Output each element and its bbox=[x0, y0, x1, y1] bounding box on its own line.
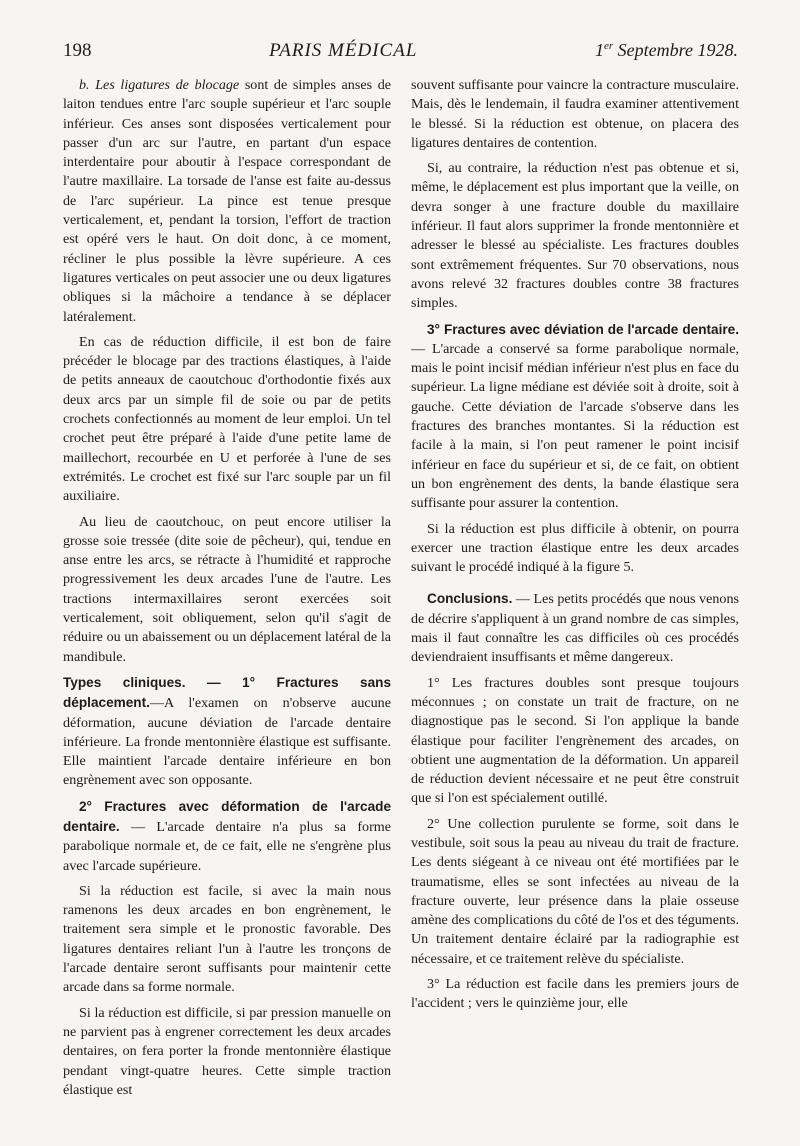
conclusion-point-3: 3° La réduction est facile dans les premiers jours de l'accident ; vers le quinzième jour, elle bbox=[411, 976, 739, 1012]
section-deviation: 3° Fractures avec déviation de l'arcade dentaire. — L'arcade a conservé sa forme parabolique normale, mais le point incisif médian inférieur n'est plus en face du supérieur. La ligne médiane est déviée soit à droite, soit à gauche. Cette déviation de l'arcade s'observe dans les fractures des branches montantes. Si la réduction est facile à la main, si l'on peut ramener le point incisif inférieur en face du supérieur et si, de ce fait, on obtient un bon engrènement des dents, la bande élastique sera suffisante pour assurer la contention. bbox=[411, 321, 739, 512]
paragraph-figure-5: Si la réduction est plus difficile à obtenir, on pourra exercer une traction élastique entre les deux arcades suivant le procédé indiqué à la figure 5. bbox=[411, 520, 739, 576]
section-deformation: 2° Fractures avec déformation de l'arcade dentaire. — L'arcade dentaire n'a plus sa forme parabolique normale et, de ce fait, elle ne s'engrène plus avec l'arcade supérieure. bbox=[63, 798, 391, 874]
conclusion-point-2: 2° Une collection purulente se forme, soit dans le vestibule, soit sous la peau au niveau du trait de fracture. Les dents siégeant à ce niveau ont été mortifiées par le traumatisme, elles se sont infectées au niveau de la fracture ouverte, leur présence dans la plaie osseuse amène des complications du côté de l'os et des téguments. Un traitement dentaire éclairé par la radiographie est nécessaire, et ce traitement relève du spécialiste. bbox=[411, 815, 739, 967]
paragraph-caoutchouc: Au lieu de caoutchouc, on peut encore utiliser la grosse soie tressée (dite soie de pêcheur), qui, tendue en anse entre les arcs, se rétracte à l'humidité et rapproche progressivement les deux arcades l'une de l'autre. Les tractions intermaxillaires seront exercées soit verticalement, soit obliquement, selon qu'il s'agit de réduire ou un abaissement ou un déplacement latéral de la mandibule. bbox=[63, 513, 391, 665]
page-number: 198 bbox=[63, 40, 92, 61]
section-conclusions: Conclusions. — Les petits procédés que nous venons de décrire s'appliquent à un grand nombre de cas simples, mais il faut connaître les cas difficiles où ces procédés deviendraient insuffisants et même dangereux. bbox=[411, 591, 739, 666]
journal-title: PARIS MÉDICAL bbox=[269, 40, 418, 61]
conclusion-point-1: 1° Les fractures doubles sont presque toujours méconnues ; on constate un trait de fracture, on ne diagnostique pas le second. Si l'on applique la bande élastique pour faciliter l'engrènement des arcades, on obtient une augmentation de la déformation. Un appareil de réduction devient nécessaire et ne peut être construit que si l'on est spécialement outillé. bbox=[411, 674, 739, 807]
paragraph-fracture-double: Si, au contraire, la réduction n'est pas obtenue et si, même, le déplacement est plus important que la veille, on devra songer à une fracture double du maxillaire inférieur. Il faut alors supprimer la fronde mentonnière et adresser le blessé au spécialiste. Les fractures doubles sont extrêmement fréquentes. Sur 70 observations, nous avons relevé 32 fractures doubles contre 38 fractures simples. bbox=[411, 160, 739, 312]
issue-date: 1er Septembre 1928. bbox=[595, 40, 738, 60]
page-header bbox=[63, 40, 738, 66]
left-column bbox=[63, 76, 391, 1136]
right-column bbox=[411, 76, 739, 1136]
paragraph-reduction-difficile-2: Si la réduction est difficile, si par pression manuelle on ne parvient pas à engrener correctement les deux arcades dentaires, on fera porter la fronde mentonnière élastique pendant vingt-quatre heures. Cette simple traction élastique est bbox=[63, 1004, 391, 1098]
paragraph-reduction-difficile: En cas de réduction difficile, il est bon de faire précéder le blocage par des tractions élastiques, à l'aide de petits anneaux de caoutchouc d'orthodontie fixés aux deux arcs par un simple fil de soie ou par de petits crochets confectionnés au moment de leur emploi. Un tel crochet peut être préparé à l'aide d'une petite lame de maillechort, recourbée en U et perforée à l'une de ses extrémités. Le crochet est fixé sur l'arc souple par un fil auxiliaire. bbox=[63, 333, 391, 505]
paragraph-suite: souvent suffisante pour vaincre la contracture musculaire. Mais, dès le lendemain, il faudra examiner attentivement le blessé. Si la réduction est obtenue, on placera des ligatures dentaires de contention. bbox=[411, 77, 739, 151]
paragraph-ligatures: b. Les ligatures de blocage sont de simples anses de laiton tendues entre l'arc souple supérieur et l'arc souple inférieur. Ces anses sont disposées verticalement pour passer d'un arc sur l'autre, en partant d'un espace interdentaire pour aboutir à l'espace correspondant de l'autre maxillaire. La torsade de l'anse est faite au-dessus de l'arc supérieur. La pince est tenue presque verticalement, et, pendant la torsion, l'effort de traction est opéré vers le haut. On doit donc, à ce moment, récliner le plus possible la lèvre supérieure. A ces ligatures verticales on peut associer une ou deux ligatures obliques si la mâchoire a tendance à se déplacer latéralement. bbox=[63, 77, 392, 325]
section-types-cliniques: Types cliniques. — 1° Fractures sans déplacement.—A l'examen on n'observe aucune déformation, aucune déviation de l'arcade dentaire inférieure. La fronde mentonnière élastique est suffisante. Elle maintient l'arcade dentaire inférieure en bon engrènement avec son opposante. bbox=[63, 674, 391, 789]
article-body bbox=[63, 76, 739, 1136]
paragraph-reduction-facile: Si la réduction est facile, si avec la main nous ramenons les deux arcades en bon engrènement, le traitement sera simple et le pronostic favorable. Des ligatures dentaires reliant l'un à l'autre les tronçons de l'arcade dentaire seront suffisants pour maintenir cette arcade dans sa forme normale. bbox=[63, 882, 391, 996]
